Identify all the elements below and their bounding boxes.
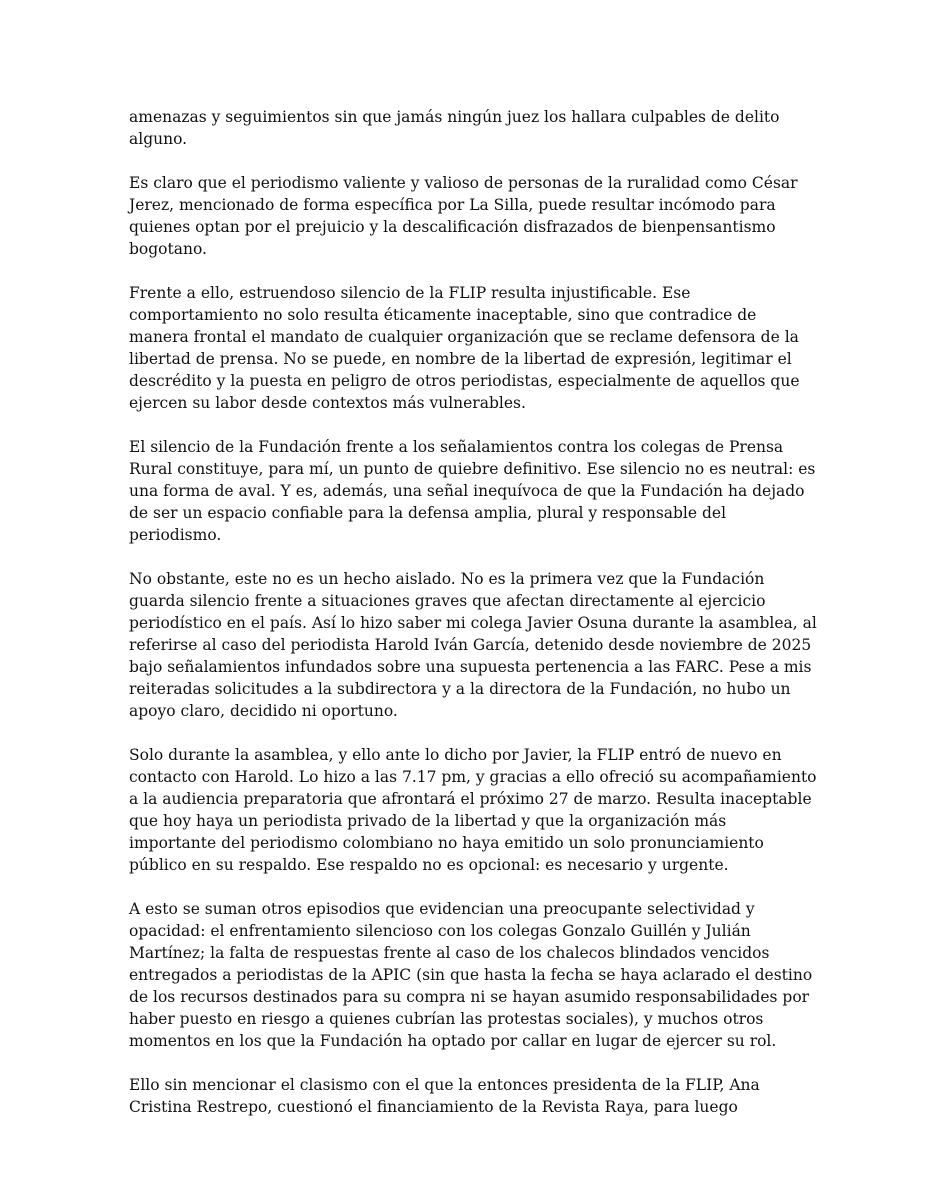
- text-line: haber puesto en riesgo a quienes cubrían las protestas sociales), y muchos otros: [129, 1010, 764, 1028]
- text-line: amenazas y seguimientos sin que jamás ningún juez los hallara culpables de delito: [129, 108, 780, 126]
- text-line: referirse al caso del periodista Harold Iván García, detenido desde noviembre de 2025: [129, 636, 812, 654]
- text-line: Solo durante la asamblea, y ello ante lo dicho por Javier, la FLIP entró de nuevo en: [129, 746, 782, 764]
- paragraph-6: [129, 744, 817, 876]
- paragraph-2: [129, 172, 798, 260]
- paragraph-1: [129, 106, 789, 150]
- text-line: apoyo claro, decidido ni oportuno.: [129, 702, 398, 720]
- text-line: opacidad: el enfrentamiento silencioso con los colegas Gonzalo Guillén y Julián: [129, 922, 751, 940]
- text-line: No obstante, este no es un hecho aislado. No es la primera vez que la Fundación: [129, 570, 765, 588]
- text-line: importante del periodismo colombiano no haya emitido un solo pronunciamiento: [129, 834, 764, 852]
- paragraph-5: [129, 568, 817, 722]
- text-line: guarda silencio frente a situaciones graves que afectan directamente al ejercicio: [129, 592, 766, 610]
- text-line: Rural constituye, para mí, un punto de quiebre definitivo. Ese silencio no es neutral: es: [129, 460, 816, 478]
- text-line: contacto con Harold. Lo hizo a las 7.17 pm, y gracias a ello ofreció su acompañamiento: [129, 768, 817, 786]
- text-line: libertad de prensa. No se puede, en nombre de la libertad de expresión, legitimar el: [129, 350, 792, 368]
- text-line: Ello sin mencionar el clasismo con el que la entonces presidenta de la FLIP, Ana: [129, 1076, 760, 1094]
- text-line: momentos en los que la Fundación ha optado por callar en lugar de ejercer su rol.: [129, 1032, 777, 1050]
- text-line: bajo señalamientos infundados sobre una supuesta pertenencia a las FARC. Pese a mis: [129, 658, 812, 676]
- text-line: una forma de aval. Y es, además, una señal inequívoca de que la Fundación ha dejado: [129, 482, 805, 500]
- paragraph-7: [129, 898, 813, 1052]
- text-line: alguno.: [129, 130, 188, 148]
- text-line: quienes optan por el prejuicio y la descalificación disfrazados de bienpensantismo: [129, 218, 776, 236]
- text-line: comportamiento no solo resulta éticamente inaceptable, sino que contradice de: [129, 306, 757, 324]
- text-line: a la audiencia preparatoria que afrontará el próximo 27 de marzo. Resulta inaceptable: [129, 790, 812, 808]
- text-line: Martínez; la falta de respuestas frente al caso de los chalecos blindados vencidos: [129, 944, 770, 962]
- text-line: de ser un espacio confiable para la defensa amplia, plural y responsable del: [129, 504, 727, 522]
- paragraph-3: [129, 282, 800, 414]
- document-page: [129, 106, 817, 1140]
- text-line: ejercen su labor desde contextos más vulnerables.: [129, 394, 526, 412]
- paragraph-4: [129, 436, 816, 546]
- text-line: periodismo.: [129, 526, 222, 544]
- text-line: de los recursos destinados para su compra ni se hayan asumido responsabilidades por: [129, 988, 810, 1006]
- text-line: público en su respaldo. Ese respaldo no es opcional: es necesario y urgente.: [129, 856, 729, 874]
- text-line: El silencio de la Fundación frente a los señalamientos contra los colegas de Prensa: [129, 438, 784, 456]
- text-line: Cristina Restrepo, cuestionó el financiamiento de la Revista Raya, para luego: [129, 1098, 738, 1116]
- text-line: Frente a ello, estruendoso silencio de la FLIP resulta injustificable. Ese: [129, 284, 691, 302]
- text-line: reiteradas solicitudes a la subdirectora y a la directora de la Fundación, no hubo un: [129, 680, 791, 698]
- text-line: A esto se suman otros episodios que evidencian una preocupante selectividad y: [129, 900, 755, 918]
- text-line: que hoy haya un periodista privado de la libertad y que la organización más: [129, 812, 727, 830]
- text-line: bogotano.: [129, 240, 207, 258]
- paragraph-8: [129, 1074, 789, 1118]
- text-line: descrédito y la puesta en peligro de otros periodistas, especialmente de aquellos que: [129, 372, 800, 390]
- text-line: manera frontal el mandato de cualquier organización que se reclame defensora de la: [129, 328, 799, 346]
- text-line: entregados a periodistas de la APIC (sin que hasta la fecha se haya aclarado el destino: [129, 966, 813, 984]
- text-line: periodístico en el país. Así lo hizo saber mi colega Javier Osuna durante la asamblea, al: [129, 614, 817, 632]
- text-line: Es claro que el periodismo valiente y valioso de personas de la ruralidad como César: [129, 174, 798, 192]
- text-line: Jerez, mencionado de forma específica por La Silla, puede resultar incómodo para: [129, 196, 776, 214]
